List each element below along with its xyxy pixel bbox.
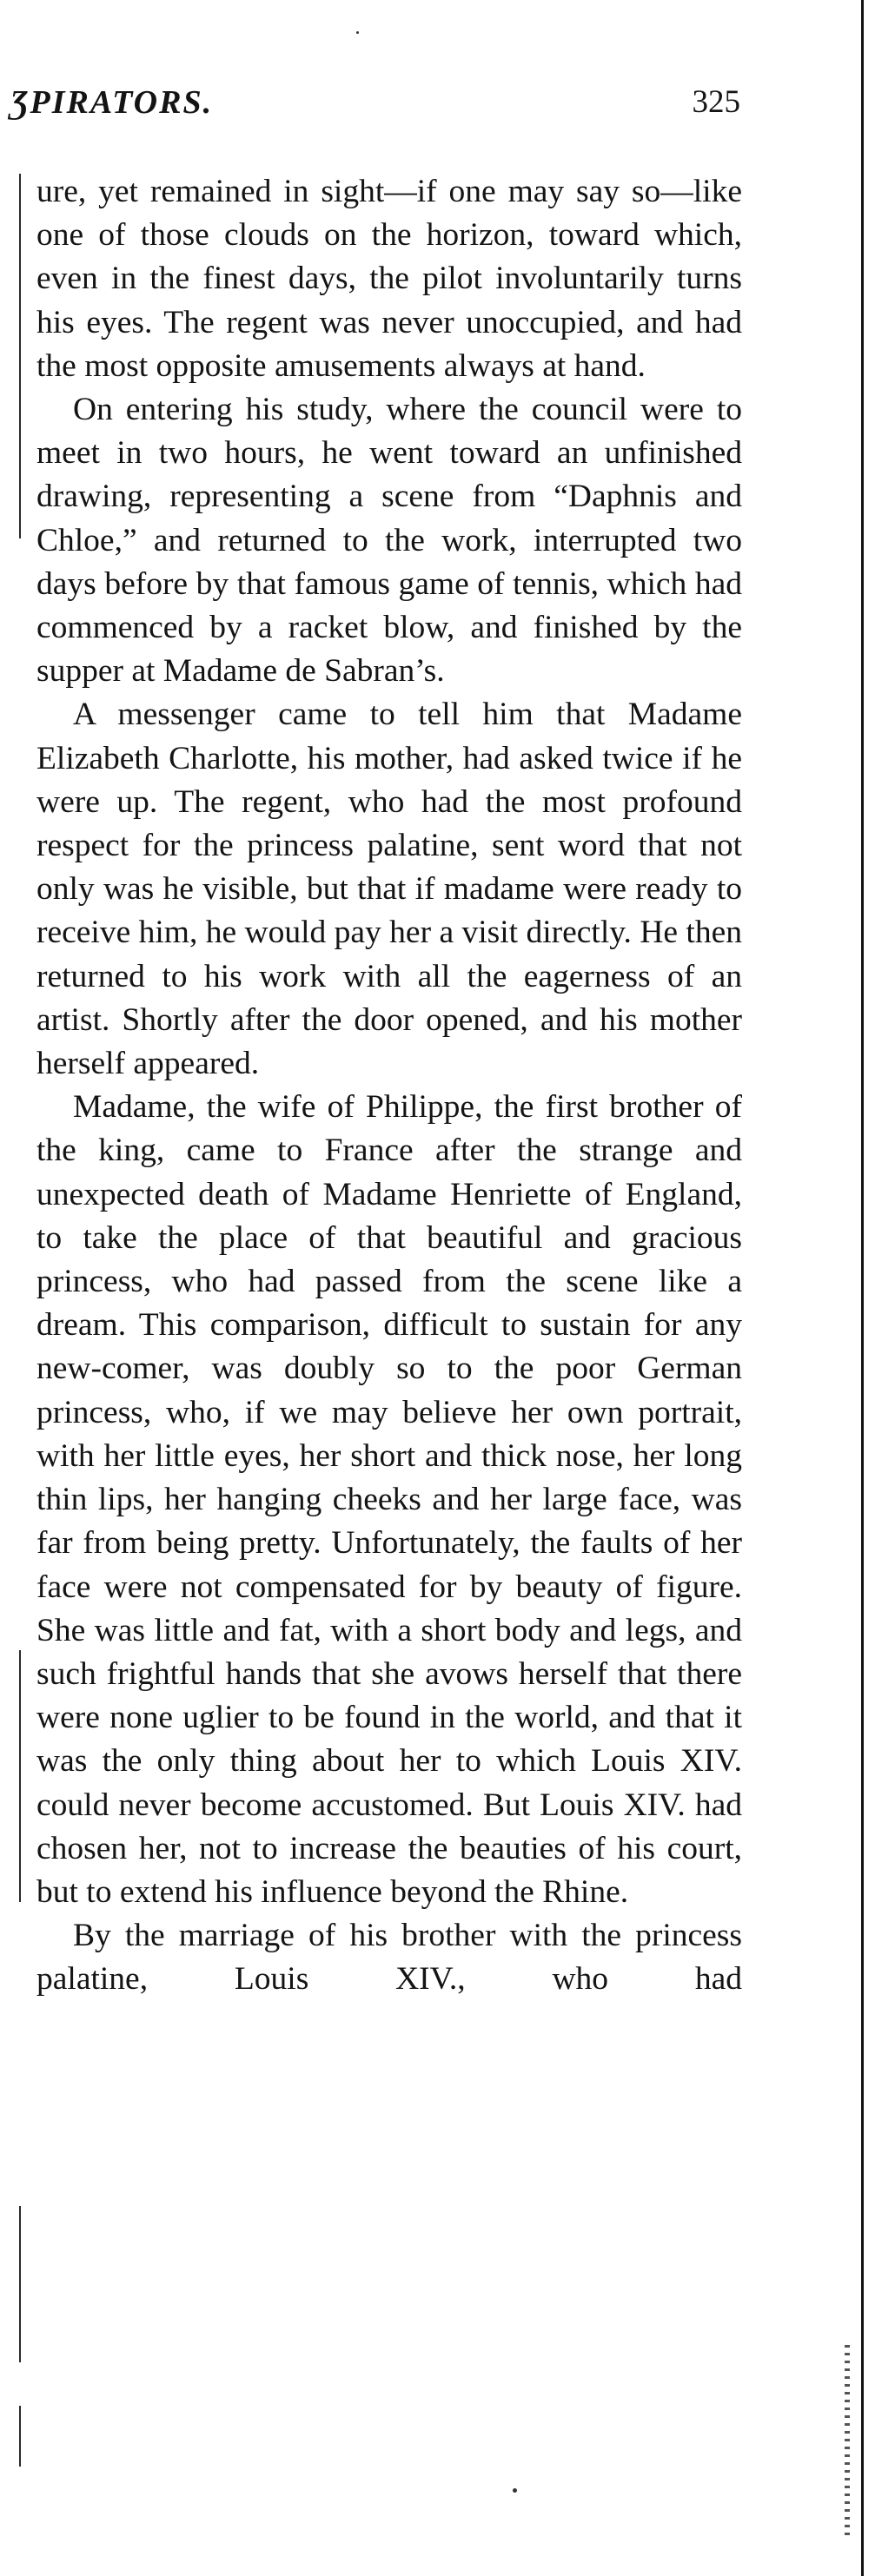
ink-speck bbox=[356, 31, 359, 34]
paragraph-1: ure, yet remained in sight—if one may say so—like one of those clouds on the horizon, toward which, even in the finest days, the pilot involuntarily turns his eyes. The regent was never unoccupied, and had the most opposite amusements always at hand. bbox=[36, 174, 742, 384]
binding-edge bbox=[861, 0, 864, 2576]
paragraph-4: Madame, the wife of Philippe, the first brother of the king, came to France after the strange and unexpected death of Madame Henriette of England, to take the place of that beautiful and gracious princess, who had passed from the scene like a dream. This comparison, difficult to sustain for any new-comer, was doubly so to the poor German princess, who, if we may believe her own portrait, with her little eyes, her short and thick nose, her long thin lips, her hanging cheeks and her large face, was far from being pretty. Unfortunately, the faults of her face were not compensated for by beauty of figure. She was little and fat, with a short body and legs, and such frightful hands that she avows herself that there were none uglier to be found in the world, and that it was the only thing about her to which Louis XIV. could never become accustomed. But Louis XIV. had chosen her, not to increase the beauties of his court, but to extend his influence beyond the Rhine. bbox=[36, 1089, 742, 1910]
paragraph-2: On entering his study, where the council were to meet in two hours, he went toward an unfinished drawing, representing a scene from “Daphnis and Chloe,” and returned to the work, interrupted two days before by that famous game of tennis, which had commenced by a racket blow, and finished by the supper at Madame de Sabran’s. bbox=[36, 392, 742, 690]
body-text bbox=[36, 170, 742, 2002]
margin-rule-top bbox=[19, 174, 21, 538]
margin-rule-bottom bbox=[19, 2406, 21, 2467]
running-header bbox=[0, 83, 756, 135]
page-number: 325 bbox=[692, 84, 740, 120]
paragraph-3: A messenger came to tell him that Madame Elizabeth Charlotte, his mother, had asked twice if he were up. The regent, who had the most profound respect for the princess palatine, sent word that not only was he visible, but that if madame were ready to receive him, he would pay her a visit directly. He then returned to his work with all the eagerness of an artist. Shortly after the door opened, and his mother herself appeared. bbox=[36, 697, 742, 1082]
running-title: ƷPIRATORS. bbox=[10, 84, 214, 121]
paragraph-5: By the marriage of his brother with the princess palatine, Louis XIV., who had bbox=[36, 1918, 742, 1998]
margin-rule-lower bbox=[19, 2206, 21, 2362]
binding-edge-texture bbox=[845, 2345, 850, 2536]
ink-speck bbox=[513, 2488, 517, 2493]
margin-rule-middle bbox=[19, 1650, 21, 1902]
